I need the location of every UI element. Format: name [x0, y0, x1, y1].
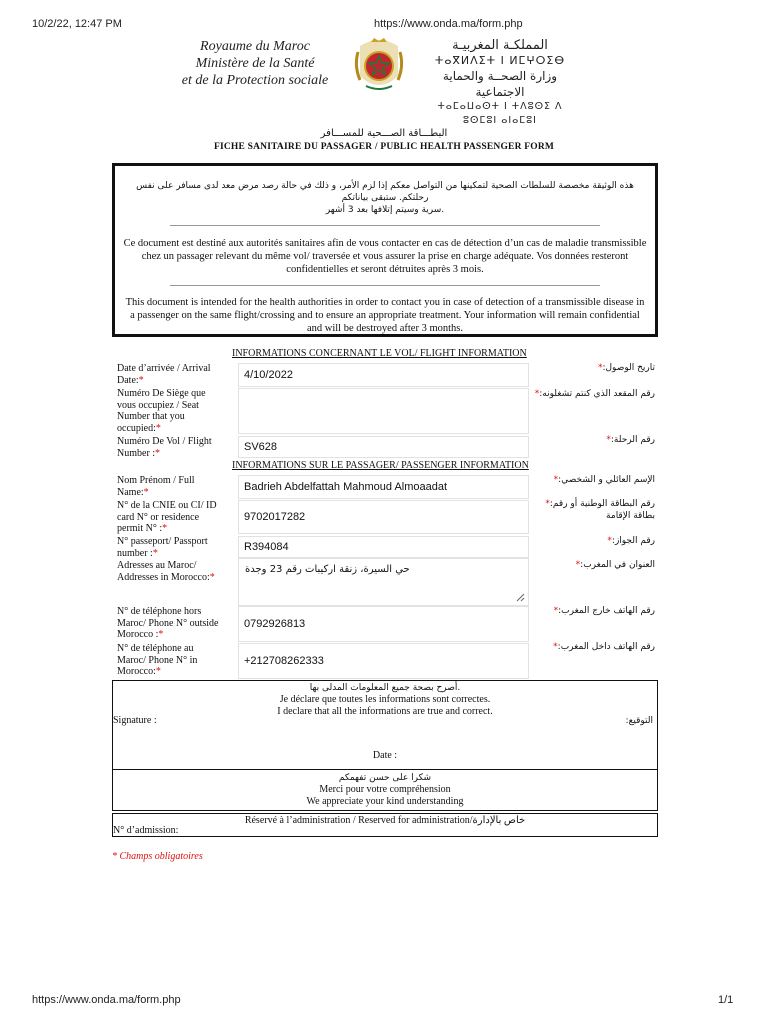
footer-url[interactable]: https://www.onda.ma/form.php — [32, 994, 181, 1006]
id-card-label-ar: رقم البطاقة الوطنية أو رقم:* بطاقة الإقامة — [545, 499, 655, 521]
phone-morocco-input[interactable]: +212708262333 — [238, 643, 529, 679]
moroccan-coat-of-arms-icon — [352, 36, 406, 96]
phone-outside-label: N° de téléphone hors Maroc/ Phone N° outside Morocco :* — [117, 606, 219, 640]
passport-label: N° passeport/ Passport number :* — [117, 536, 208, 559]
flight-number-input[interactable]: SV628 — [238, 436, 529, 458]
passenger-section-heading: INFORMATIONS SUR LE PASSAGER/ PASSENGER INFORMATION — [232, 460, 529, 471]
declaration-box — [112, 680, 658, 770]
thanks-box — [112, 769, 658, 811]
address-label-ar: العنوان في المغرب:* — [575, 560, 655, 570]
letterhead-ar: المملكـة المغربيـة ⵜⴰⴳⵍⴷⵉⵜ ⵏ ⵍⵎⵖⵔⵉⴱ وزارة الصحــة والحماية الاجتماعية ⵜⴰⵎⴰⵡⴰⵙⵜ ⵏ ⵜⴷⵓⵙⵉ ⴷ ⵓⵙⵎⵓⵏ ⴰⵏⴰⵎⵓⵏ — [434, 38, 566, 126]
id-card-label: N° de la CNIE ou CI/ ID card N° or residence permit N° :* — [117, 500, 217, 534]
thanks-ar: شكرا على حسن تفهمكم — [338, 773, 432, 783]
required-fields-note: * Champs obligatoires — [112, 851, 203, 862]
notice-en: This document is intended for the health authorities in order to contact you in case of detection of a transmissible disease in a passenger on the same flight/crossing and to ensure an appropriate treatment. Your information will remain confidential and will be destroyed after 3 months. — [125, 297, 645, 334]
arrival-date-label-ar: تاريخ الوصول:* — [597, 363, 655, 373]
seat-number-input[interactable] — [238, 388, 529, 434]
seat-number-label-ar: رقم المقعد الذي كنتم تشغلونه:* — [534, 389, 655, 399]
arrival-date-label: Date d’arrivée / Arrival Date:* — [117, 363, 211, 386]
notice-fr: Ce document est destiné aux autorités sanitaires afin de vous contacter en cas de détection d’un cas de maladie transmissible chez un passager relevant du même vol/ traversée et vous assurer la prise en charge adéquate. Vos données resteront confidentielles et seront détruites après 3 mois. — [123, 238, 647, 275]
thanks-en: We appreciate your kind understanding — [306, 796, 464, 807]
passport-label-ar: رقم الجواز:* — [607, 536, 655, 546]
page-count: 1/1 — [718, 994, 734, 1006]
arrival-date-input[interactable]: 4/10/2022 — [238, 363, 529, 387]
thanks-fr: Merci pour votre compréhension — [319, 784, 451, 795]
signature-label-ar: التوقيع: — [625, 716, 653, 726]
passport-input[interactable]: R394084 — [238, 536, 529, 558]
notice-ar: هذه الوثيقة مخصصة للسلطات الصحية لتمكينها من التواصل معكم إذا لزم الأمر، و ذلك في حالة رصد مرض معد لدى مسافر على نفس رحلتكم. ستبقى بياناتكم .سرية وسيتم إتلافها بعد 3 أشهر — [136, 181, 634, 215]
declaration-ar: .أصرح بصحة جميع المعلومات المدلى بها — [309, 683, 461, 693]
full-name-label: Nom Prénom / Full Name:* — [117, 475, 195, 498]
seat-number-label: Numéro De Siège que vous occupiez / Seat Number that you occupied:* — [117, 388, 206, 434]
form-title: FICHE SANITAIRE DU PASSAGER / PUBLIC HEALTH PASSENGER FORM — [213, 142, 555, 152]
phone-morocco-label-ar: رقم الهاتف داخل المغرب:* — [553, 642, 655, 652]
admin-box — [112, 813, 658, 837]
phone-outside-input[interactable]: 0792926813 — [238, 606, 529, 642]
flight-number-label-ar: رقم الرحلة:* — [606, 435, 655, 445]
full-name-input[interactable]: Badrieh Abdelfattah Mahmoud Almoaadat — [238, 475, 529, 499]
form-title-ar: البطـــاقة الصـــحية للمســـافر — [320, 128, 448, 139]
full-name-label-ar: الإسم العائلي و الشخصي:* — [553, 475, 655, 485]
declaration-en: I declare that all the informations are true and correct. — [277, 706, 493, 717]
print-url[interactable]: https://www.onda.ma/form.php — [374, 18, 523, 30]
letterhead-fr: Royaume du Maroc Ministère de la Santé et de la Protection sociale — [181, 39, 329, 88]
admission-number-label: N° d’admission: — [113, 825, 179, 836]
declaration-fr: Je déclare que toutes les informations sont correctes. — [279, 694, 491, 705]
divider — [170, 285, 600, 286]
flight-number-label: Numéro De Vol / Flight Number :* — [117, 436, 212, 459]
flight-section-heading: INFORMATIONS CONCERNANT LE VOL/ FLIGHT INFORMATION — [232, 348, 527, 359]
phone-outside-label-ar: رقم الهاتف خارج المغرب:* — [553, 606, 655, 616]
date-label: Date : — [372, 750, 398, 761]
address-textarea[interactable]: حي السيرة، زنقة اركيبات رقم 23 وجدة — [238, 558, 529, 606]
divider — [170, 225, 600, 226]
id-card-input[interactable]: 9702017282 — [238, 500, 529, 534]
signature-label: Signature : — [113, 715, 157, 726]
phone-morocco-label: N° de téléphone au Maroc/ Phone N° in Morocco:* — [117, 643, 198, 677]
address-label: Adresses au Maroc/ Addresses in Morocco:* — [117, 560, 215, 583]
privacy-notice-box — [112, 163, 658, 337]
resize-handle-icon[interactable] — [516, 593, 525, 602]
admin-reserved: Réservé à l’administration / Reserved for administration/خاص بالإدارة — [244, 815, 526, 826]
print-datetime: 10/2/22, 12:47 PM — [32, 18, 122, 30]
